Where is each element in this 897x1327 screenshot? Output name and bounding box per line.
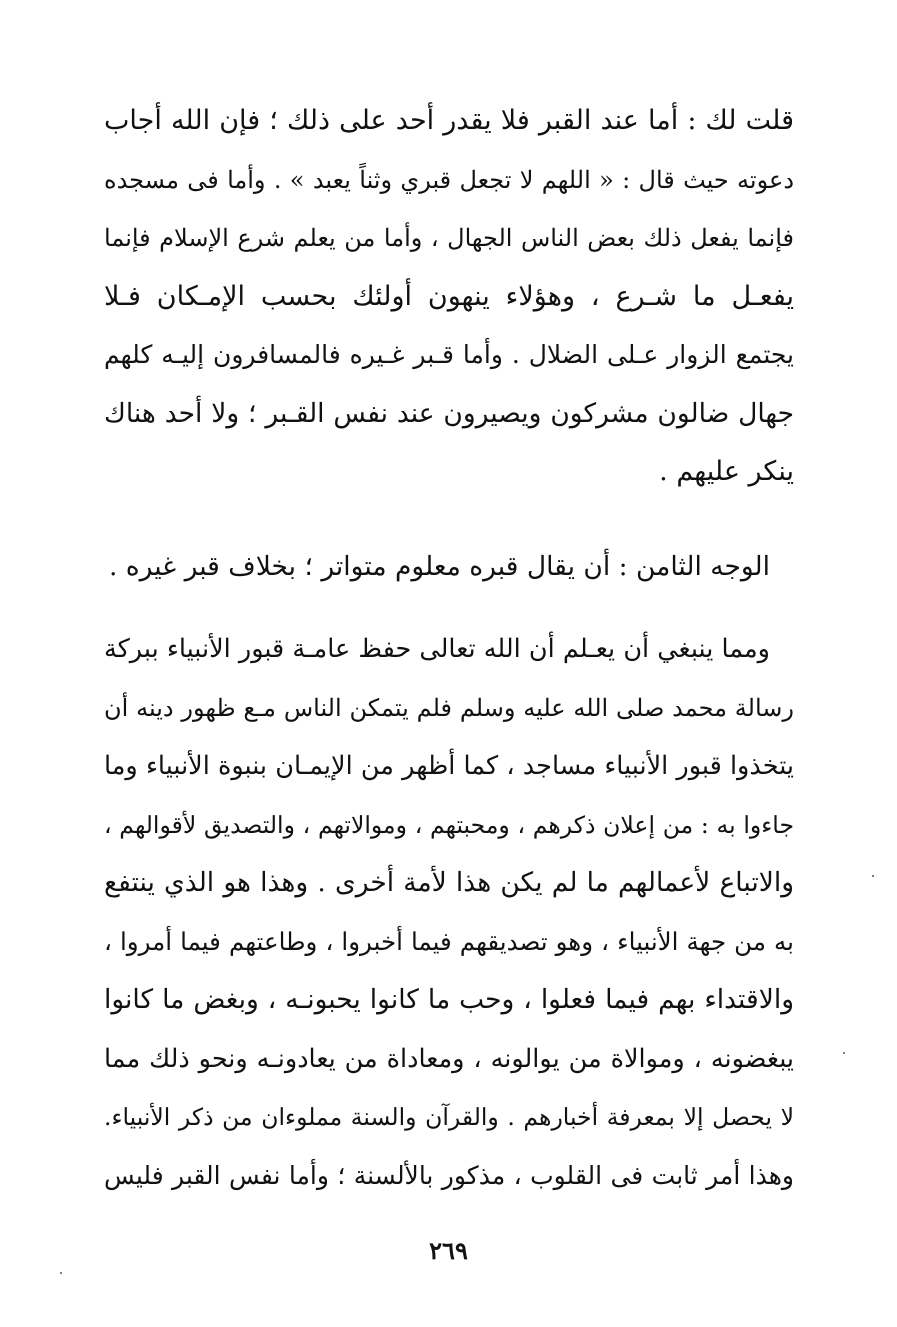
text-line: جهال ضالون مشركون ويصيرون عند نفس القـبر ؛ ولا أحد هناك (104, 397, 794, 429)
text-line: به من جهة الأنبياء ، وهو تصديقهم فيما أخبروا ، وطاعتهم فيما أمروا ، (104, 926, 794, 956)
text-line: يبغضونه ، وموالاة من يوالونه ، ومعاداة من يعادونـه ونحو ذلك مما (104, 1043, 794, 1074)
text-line: فإنما يفعل ذلك بعض الناس الجهال ، وأما من يعلم شرع الإسلام فإنما (104, 224, 794, 252)
text-line: قلت لك : أما عند القبر فلا يقدر أحد على ذلك ؛ فإن الله أجاب (104, 105, 794, 136)
text-line: يجتمع الزوار عـلى الضلال . وأما قـبر غـيره فالمسافرون إليـه كلهم (104, 340, 794, 369)
paragraph-1 (104, 92, 794, 502)
text-line: لا يحصل إلا بمعرفة أخبارهم . والقرآن والسنة مملوءان من ذكر الأنبياء. (104, 1103, 794, 1131)
text-line: وهذا أمر ثابت فى القلوب ، مذكور بالألسنة ؛ وأما نفس القبر فليس (104, 1160, 794, 1190)
text-line: الوجه الثامن : أن يقال قبره معلوم متواتر ؛ بخلاف قبر غيره . (108, 551, 770, 582)
text-line: رسالة محمد صلى الله عليه وسلم فلم يتمكن الناس مـع ظهور دينه أن (104, 693, 794, 722)
text-line: ومما ينبغي أن يعـلم أن الله تعالى حفظ عامـة قبور الأنبياء ببركة (104, 634, 770, 664)
text-line: ينكر عليهم . (659, 456, 794, 487)
text-line: والاتباع لأعمالهم ما لم يكن هذا لأمة أخرى . وهذا هو الذي ينتفع (104, 867, 794, 898)
paper-speck (843, 1052, 845, 1054)
paper-speck (60, 1272, 62, 1274)
paragraph-3 (104, 620, 794, 1205)
text-line: والاقتداء بهم فيما فعلوا ، وحب ما كانوا يحبونـه ، وبغض ما كانوا (104, 984, 794, 1015)
text-line: يتخذوا قبور الأنبياء مساجد ، كما أظهر من الإيمـان بنبوة الأنبياء وما (104, 751, 794, 781)
paragraph-2 (104, 538, 794, 597)
page-number: ٢٦٩ (429, 1236, 468, 1265)
paper-speck (872, 875, 874, 877)
text-line: جاءوا به : من إعلان ذكرهم ، ومحبتهم ، وموالاتهم ، والتصديق لأقوالهم ، (104, 810, 794, 839)
text-line: يفعـل ما شـرع ، وهؤلاء ينهون أولئك بحسب الإمـكان فـلا (104, 280, 794, 312)
text-line: دعوته حيث قال : « اللهم لا تجعل قبري وثناً يعبد » . وأما فى مسجده (104, 165, 794, 194)
